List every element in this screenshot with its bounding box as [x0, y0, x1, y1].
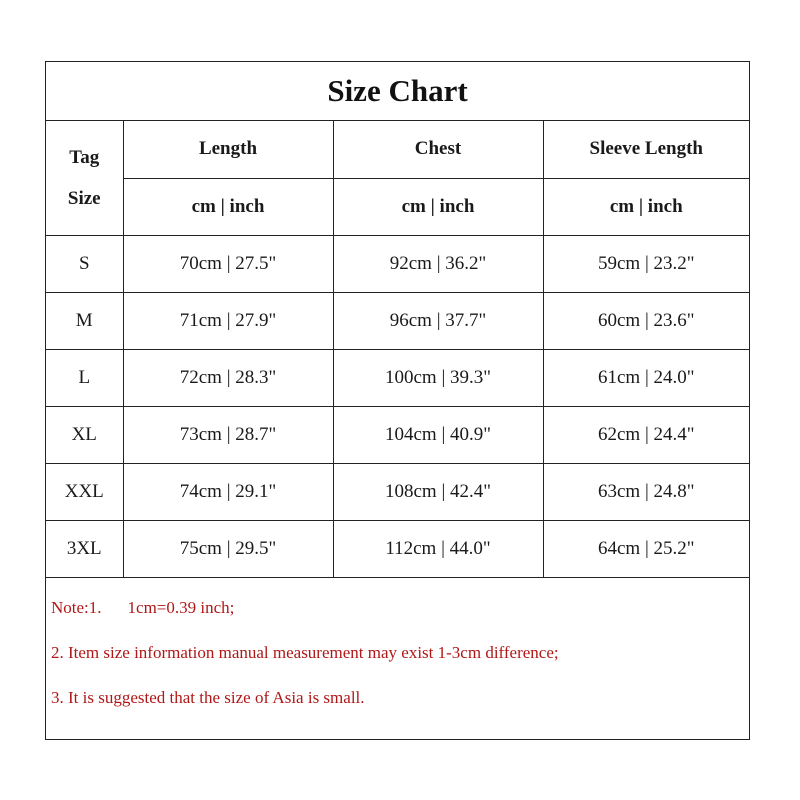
length-cell: 73cm | 28.7" — [123, 406, 333, 463]
table-row — [46, 406, 749, 463]
size-table — [46, 121, 749, 578]
note-2: 2. Item size information manual measurement may exist 1-3cm difference; — [51, 642, 559, 662]
chest-unit-header: cm | inch — [333, 178, 543, 235]
chest-cell: 96cm | 37.7" — [333, 292, 543, 349]
chart-title: Size Chart — [46, 62, 749, 121]
sleeve-cell: 63cm | 24.8" — [543, 463, 749, 520]
note-1-text: 1cm=0.39 inch; — [127, 597, 235, 617]
chest-cell: 104cm | 40.9" — [333, 406, 543, 463]
note-1 — [51, 598, 749, 643]
size-cell: M — [46, 292, 123, 349]
size-cell: XL — [46, 406, 123, 463]
sleeve-cell: 59cm | 23.2" — [543, 235, 749, 292]
size-chart — [45, 61, 750, 740]
chest-header: Chest — [333, 121, 543, 178]
chest-cell: 100cm | 39.3" — [333, 349, 543, 406]
sleeve-cell: 62cm | 24.4" — [543, 406, 749, 463]
table-row — [46, 235, 749, 292]
sleeve-cell: 64cm | 25.2" — [543, 520, 749, 577]
chest-cell: 112cm | 44.0" — [333, 520, 543, 577]
sleeve-cell: 61cm | 24.0" — [543, 349, 749, 406]
length-cell: 75cm | 29.5" — [123, 520, 333, 577]
table-row — [46, 520, 749, 577]
table-row — [46, 349, 749, 406]
table-row — [46, 292, 749, 349]
chest-cell: 92cm | 36.2" — [333, 235, 543, 292]
size-cell: 3XL — [46, 520, 123, 577]
notes-section — [46, 578, 749, 733]
size-cell: S — [46, 235, 123, 292]
table-row — [46, 463, 749, 520]
length-unit-header: cm | inch — [123, 178, 333, 235]
tag-header-line2: Size — [67, 187, 101, 209]
tag-size-header — [46, 121, 123, 235]
length-cell: 72cm | 28.3" — [123, 349, 333, 406]
length-cell: 70cm | 27.5" — [123, 235, 333, 292]
length-cell: 71cm | 27.9" — [123, 292, 333, 349]
note-3: 3. It is suggested that the size of Asia is small. — [51, 687, 365, 707]
chest-cell: 108cm | 42.4" — [333, 463, 543, 520]
length-cell: 74cm | 29.1" — [123, 463, 333, 520]
note-1-prefix: Note:1. — [51, 597, 102, 617]
sleeve-length-header: Sleeve Length — [543, 121, 749, 178]
size-cell: L — [46, 349, 123, 406]
size-cell: XXL — [46, 463, 123, 520]
length-header: Length — [123, 121, 333, 178]
sleeve-unit-header: cm | inch — [543, 178, 749, 235]
sleeve-cell: 60cm | 23.6" — [543, 292, 749, 349]
tag-header-line1: Tag — [69, 146, 100, 168]
